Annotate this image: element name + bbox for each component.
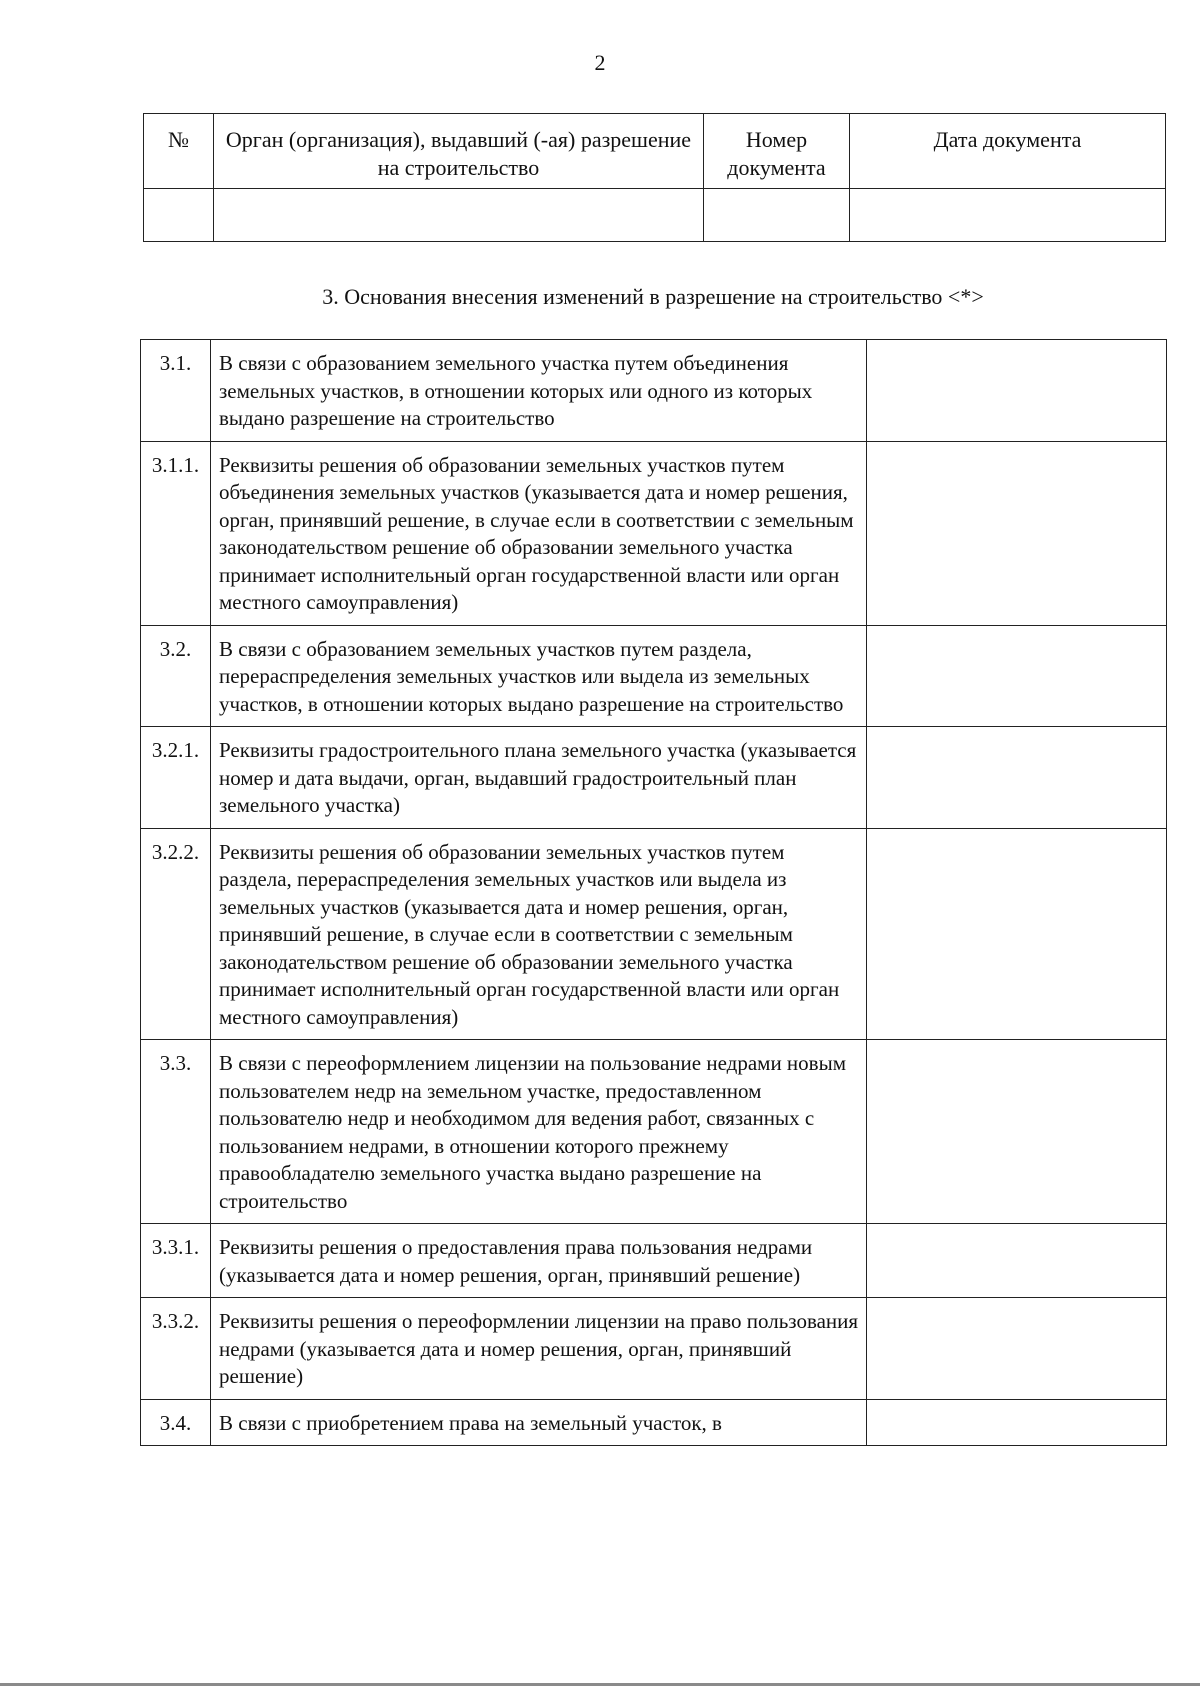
item-number: 3.2.2. bbox=[141, 828, 211, 1040]
item-value-cell[interactable] bbox=[867, 441, 1167, 625]
header-document-date: Дата документа bbox=[850, 114, 1166, 189]
entry-number-cell[interactable] bbox=[144, 189, 214, 242]
table-row bbox=[141, 340, 1167, 442]
item-value-cell[interactable] bbox=[867, 828, 1167, 1040]
table-row bbox=[141, 828, 1167, 1040]
table-row bbox=[141, 1224, 1167, 1298]
item-number: 3.1.1. bbox=[141, 441, 211, 625]
item-value-cell[interactable] bbox=[867, 1399, 1167, 1446]
table-row bbox=[141, 1399, 1167, 1446]
item-description: В связи с приобретением права на земельный участок, в bbox=[211, 1399, 867, 1446]
header-document-number: Номер документа bbox=[704, 114, 850, 189]
permit-issuer-entry-row bbox=[144, 189, 1166, 242]
permit-issuer-table bbox=[143, 113, 1166, 242]
item-number: 3.1. bbox=[141, 340, 211, 442]
item-description: Реквизиты решения о предоставления права пользования недрами (указывается дата и номер решения, орган, принявший решение) bbox=[211, 1224, 867, 1298]
item-number: 3.2.1. bbox=[141, 727, 211, 829]
item-value-cell[interactable] bbox=[867, 1040, 1167, 1224]
header-number: № bbox=[144, 114, 214, 189]
item-number: 3.3.1. bbox=[141, 1224, 211, 1298]
item-number: 3.4. bbox=[141, 1399, 211, 1446]
header-authority: Орган (организация), выдавший (-ая) разрешение на строительство bbox=[214, 114, 704, 189]
entry-document-number-cell[interactable] bbox=[704, 189, 850, 242]
table-row bbox=[141, 727, 1167, 829]
entry-authority-cell[interactable] bbox=[214, 189, 704, 242]
table-row bbox=[141, 1298, 1167, 1400]
scan-bottom-rule bbox=[0, 1683, 1200, 1686]
item-number: 3.3. bbox=[141, 1040, 211, 1224]
item-description: Реквизиты градостроительного плана земельного участка (указывается номер и дата выдачи, орган, выдавший градостроительный план земельного участка) bbox=[211, 727, 867, 829]
item-description: Реквизиты решения об образовании земельных участков путем раздела, перераспределения земельных участков или выдела из земельных участков (указывается дата и номер решения, орган, принявший решение, в случае если в соответствии с земельным законодательством решение об образовании земельного участка принимает исполнительный орган государственной власти или орган местного самоуправления) bbox=[211, 828, 867, 1040]
item-value-cell[interactable] bbox=[867, 340, 1167, 442]
item-description: В связи с переоформлением лицензии на пользование недрами новым пользователем недр на земельном участке, предоставленном пользователю недр и необходимом для ведения работ, связанных с пользованием недрами, в отношении которого прежнему правообладателю земельного участка выдано разрешение на строительство bbox=[211, 1040, 867, 1224]
permit-issuer-header-row bbox=[144, 114, 1166, 189]
item-description: В связи с образованием земельных участков путем раздела, перераспределения земельных участков или выдела из земельных участков, в отношении которых выдано разрешение на строительство bbox=[211, 625, 867, 727]
grounds-table bbox=[140, 339, 1167, 1446]
item-value-cell[interactable] bbox=[867, 1298, 1167, 1400]
item-value-cell[interactable] bbox=[867, 1224, 1167, 1298]
item-value-cell[interactable] bbox=[867, 727, 1167, 829]
section-title: 3. Основания внесения изменений в разрешение на строительство <*> bbox=[322, 284, 984, 309]
item-description: Реквизиты решения об образовании земельных участков путем объединения земельных участков (указывается дата и номер решения, орган, принявший решение, в случае если в соответствии с земельным законодательством решение об образовании земельного участка принимает исполнительный орган государственной власти или орган местного самоуправления) bbox=[211, 441, 867, 625]
table-row bbox=[141, 625, 1167, 727]
page-number: 2 bbox=[594, 50, 606, 75]
item-number: 3.3.2. bbox=[141, 1298, 211, 1400]
item-description: Реквизиты решения о переоформлении лицензии на право пользования недрами (указывается дата и номер решения, орган, принявший решение) bbox=[211, 1298, 867, 1400]
table-row bbox=[141, 1040, 1167, 1224]
table-row bbox=[141, 441, 1167, 625]
item-value-cell[interactable] bbox=[867, 625, 1167, 727]
item-number: 3.2. bbox=[141, 625, 211, 727]
item-description: В связи с образованием земельного участка путем объединения земельных участков, в отношении которых или одного из которых выдано разрешение на строительство bbox=[211, 340, 867, 442]
entry-document-date-cell[interactable] bbox=[850, 189, 1166, 242]
